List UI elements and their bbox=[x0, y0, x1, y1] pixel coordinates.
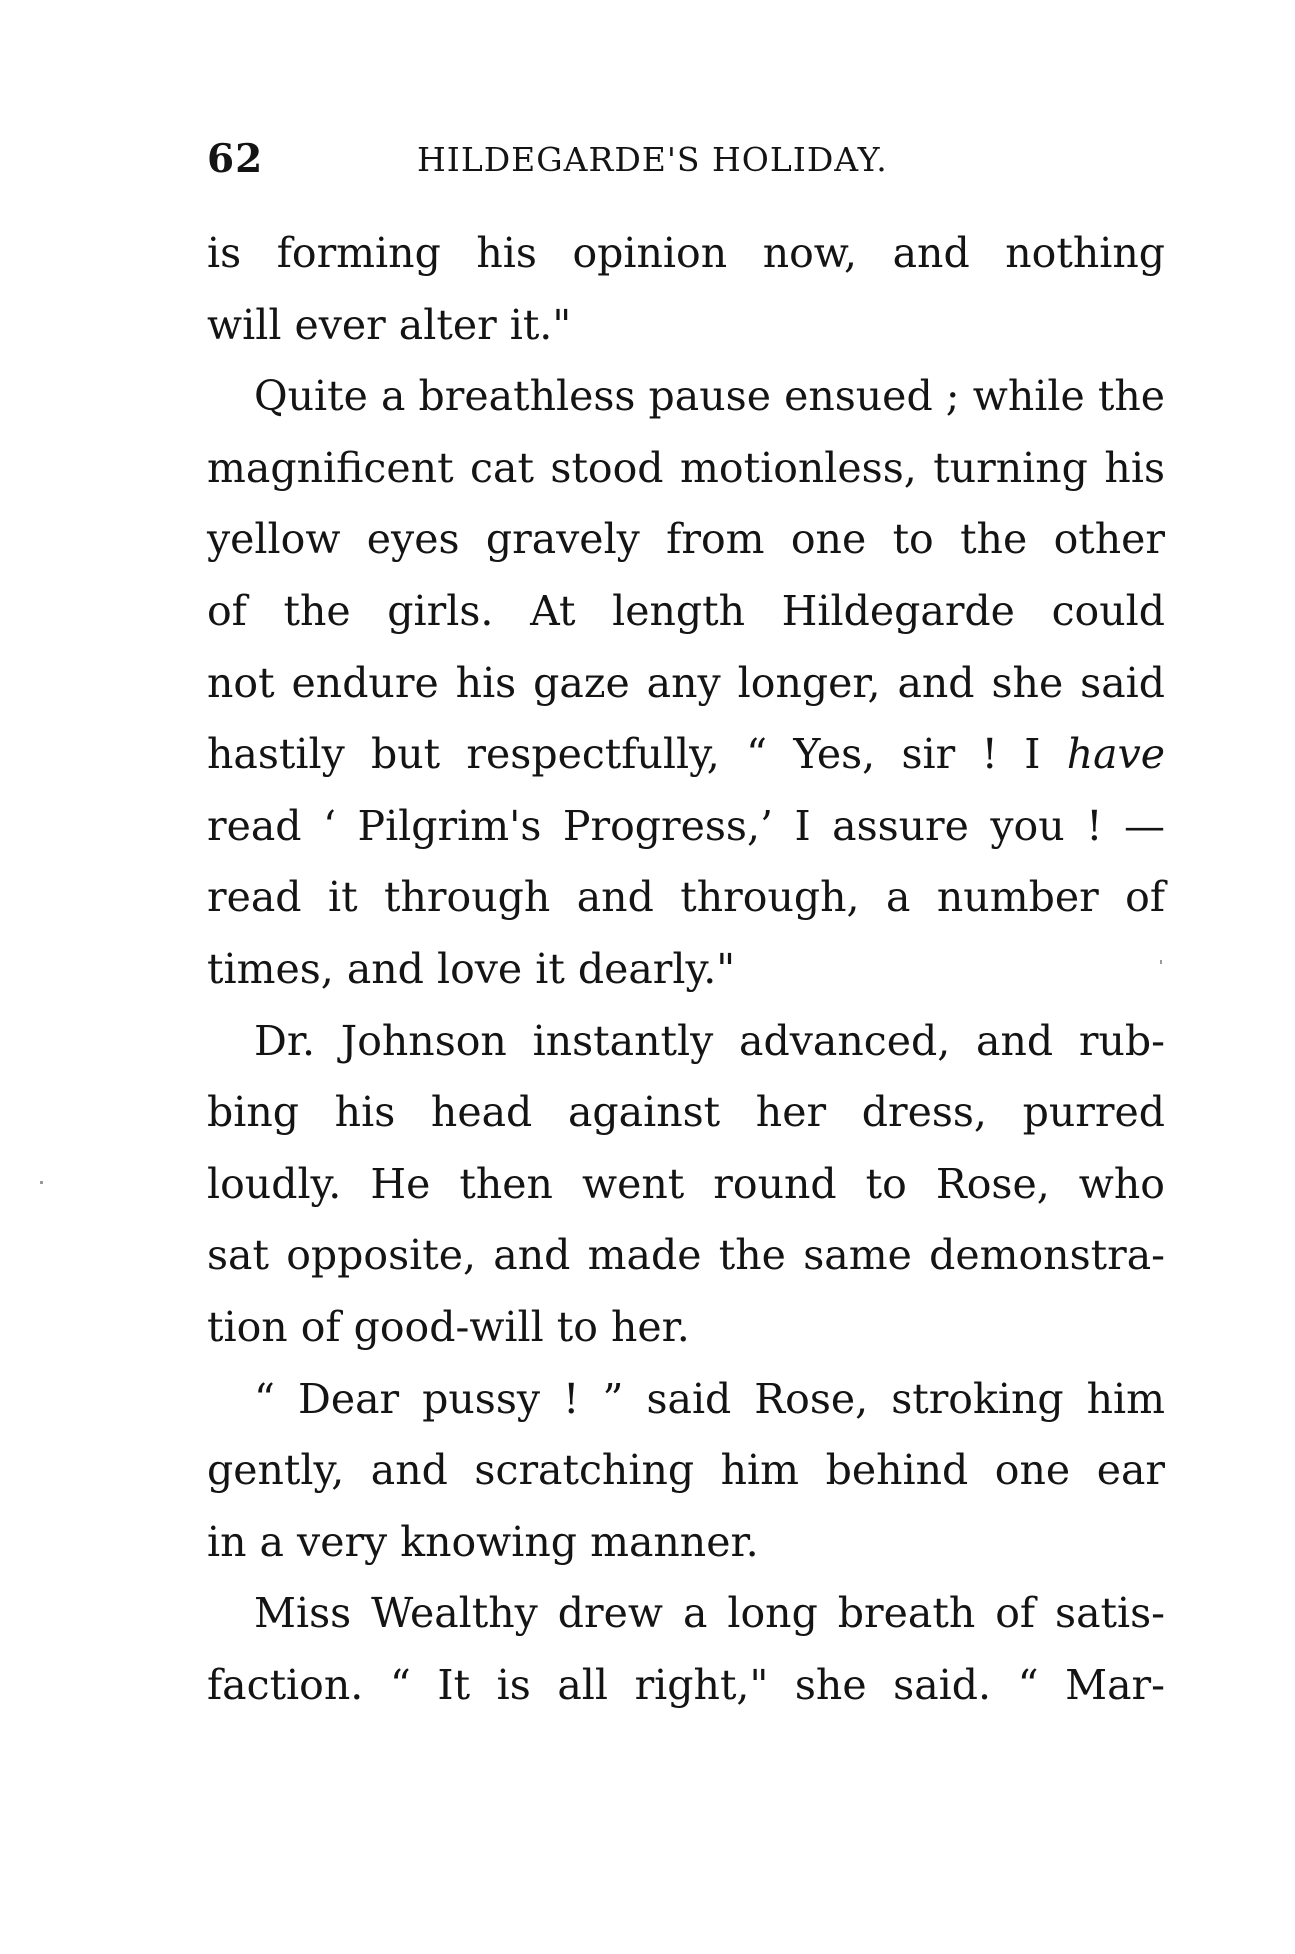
text-line: magnificent cat stood motionless, turning his bbox=[207, 443, 1165, 492]
text-line: in a very knowing manner. bbox=[207, 1517, 759, 1566]
text-line: faction. “ It is all right," she said. “ Mar- bbox=[207, 1660, 1165, 1709]
scan-speck bbox=[1160, 960, 1162, 964]
text-line: times, and love it dearly." bbox=[207, 944, 736, 993]
text-line: loudly. He then went round to Rose, who bbox=[207, 1159, 1165, 1208]
text-line: read ‘ Pilgrim's Progress,’ I assure you ! — bbox=[207, 801, 1165, 850]
text-line: is forming his opinion now, and nothing bbox=[207, 229, 1165, 277]
text-line: of the girls. At length Hildegarde could bbox=[207, 586, 1165, 635]
text-line: yellow eyes gravely from one to the other bbox=[207, 515, 1165, 564]
page-number: 62 bbox=[207, 136, 264, 182]
text-line: gently, and scratching him behind one ear bbox=[207, 1446, 1165, 1495]
emphasis-text: have bbox=[1066, 730, 1165, 779]
text-line: tion of good-will to her. bbox=[207, 1302, 690, 1351]
text-line: bing his head against her dress, purred bbox=[207, 1088, 1165, 1137]
text-line: read it through and through, a number of bbox=[207, 873, 1165, 922]
running-head bbox=[207, 136, 1165, 196]
text-line: “ Dear pussy ! ” said Rose, stroking him bbox=[254, 1374, 1165, 1423]
text-line: Miss Wealthy drew a long breath of satis- bbox=[254, 1589, 1165, 1638]
body-text bbox=[207, 218, 1165, 1721]
text-line: Quite a breathless pause ensued ; while the bbox=[254, 372, 1165, 421]
text-line: not endure his gaze any longer, and she said bbox=[207, 658, 1165, 707]
running-title: HILDEGARDE'S HOLIDAY. bbox=[417, 140, 888, 179]
text-line: sat opposite, and made the same demonstra- bbox=[207, 1231, 1165, 1280]
text-line bbox=[207, 719, 1165, 791]
text-line: Dr. Johnson instantly advanced, and rub- bbox=[254, 1016, 1165, 1065]
text-run: hastily but respectfully, “ Yes, sir ! I bbox=[207, 730, 1067, 779]
scan-speck bbox=[40, 1181, 43, 1184]
text-line: will ever alter it." bbox=[207, 300, 572, 349]
